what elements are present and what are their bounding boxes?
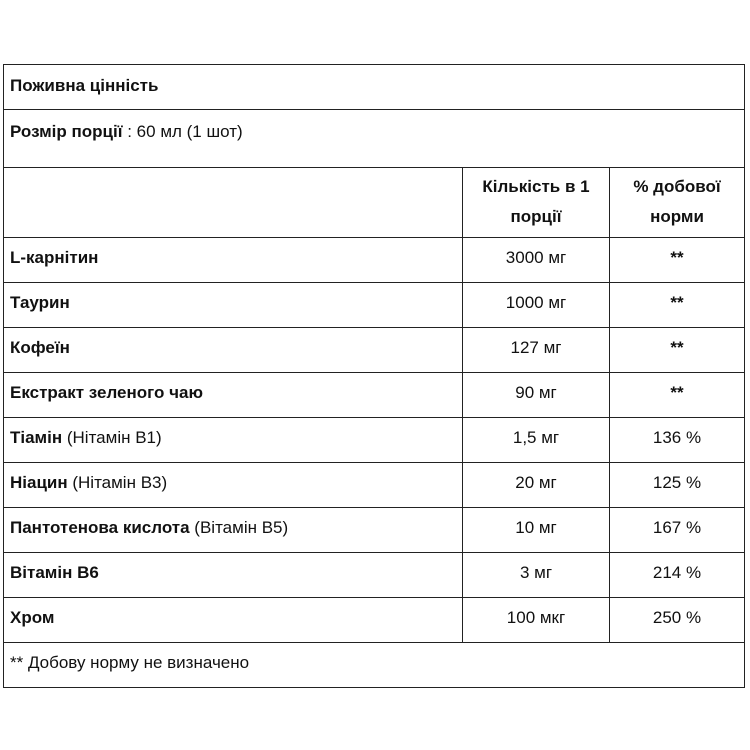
column-header-row	[4, 168, 744, 238]
amount-cell	[462, 598, 609, 642]
footnote-row	[4, 643, 744, 687]
nutrient-dv: 125 %	[652, 473, 702, 492]
header-dv	[610, 172, 744, 232]
nutrient-name: Хром	[10, 608, 55, 627]
nutrient-name: Екстракт зеленого чаю	[10, 383, 203, 402]
dv-cell	[609, 283, 744, 327]
nutrient-dv: **	[670, 383, 684, 402]
nutrient-name: Пантотенова кислота	[10, 518, 190, 537]
nutrient-note: (Нітамін В1)	[62, 428, 162, 447]
nutrient-amount: 10 мг	[515, 518, 557, 537]
dv-cell	[609, 508, 744, 552]
amount-cell	[462, 463, 609, 507]
table-row	[4, 373, 744, 418]
nutrient-dv: **	[670, 338, 684, 357]
amount-cell	[462, 283, 609, 327]
amount-cell	[462, 508, 609, 552]
amount-cell	[462, 553, 609, 597]
serving-size-value: : 60 мл (1 шот)	[122, 122, 243, 141]
amount-cell	[462, 373, 609, 417]
table-row	[4, 553, 744, 598]
amount-cell	[462, 418, 609, 462]
nutrient-dv: 136 %	[652, 428, 702, 447]
footnote: ** Добову норму не визначено	[10, 653, 250, 672]
nutrient-dv: 167 %	[652, 518, 702, 537]
header-dv-cell	[609, 168, 744, 237]
nutrient-name-cell	[4, 463, 462, 507]
nutrient-amount: 90 мг	[515, 383, 557, 402]
nutrient-amount: 20 мг	[515, 473, 557, 492]
nutrient-name: Кофеїн	[10, 338, 70, 357]
amount-cell	[462, 328, 609, 372]
dv-cell	[609, 463, 744, 507]
nutrient-name-cell	[4, 553, 462, 597]
nutrient-amount: 127 мг	[510, 338, 562, 357]
nutrient-note: (Вітамін В5)	[189, 518, 289, 537]
table-row	[4, 283, 744, 328]
nutrient-name-cell	[4, 418, 462, 462]
table-title: Поживна цінність	[10, 76, 159, 95]
nutrient-amount: 1000 мг	[505, 293, 567, 312]
table-row	[4, 463, 744, 508]
serving-size-row	[4, 110, 744, 168]
header-amount-line1: Кількість в 1	[482, 177, 590, 196]
nutrient-note: (Нітамін В3)	[67, 473, 168, 492]
nutrient-dv: **	[670, 248, 684, 267]
nutrient-name-cell	[4, 328, 462, 372]
table-row	[4, 238, 744, 283]
nutrient-name-cell	[4, 373, 462, 417]
table-row	[4, 598, 744, 643]
dv-cell	[609, 418, 744, 462]
nutrient-name: Вітамін В6	[10, 563, 99, 582]
nutrient-amount: 1,5 мг	[512, 428, 560, 447]
nutrient-amount: 3 мг	[519, 563, 553, 582]
dv-cell	[609, 598, 744, 642]
header-dv-line1: % добової	[633, 177, 721, 196]
header-name-cell	[4, 168, 462, 237]
header-dv-line2: норми	[650, 207, 704, 226]
nutrient-dv: 250 %	[652, 608, 702, 627]
nutrient-name: Ніацин	[10, 473, 68, 492]
dv-cell	[609, 238, 744, 282]
dv-cell	[609, 373, 744, 417]
header-amount	[463, 172, 609, 232]
nutrient-amount: 3000 мг	[505, 248, 567, 267]
nutrient-name: Таурин	[10, 293, 70, 312]
nutrient-dv: 214 %	[652, 563, 702, 582]
serving-size	[10, 121, 744, 143]
nutrient-name-cell	[4, 238, 462, 282]
nutrient-amount: 100 мкг	[506, 608, 566, 627]
serving-size-label: Розмір порції	[10, 122, 123, 141]
header-amount-cell	[462, 168, 609, 237]
table-row	[4, 418, 744, 463]
dv-cell	[609, 553, 744, 597]
nutrient-dv: **	[670, 293, 684, 312]
nutrition-facts-table	[3, 64, 745, 688]
header-amount-line2: порції	[510, 207, 562, 226]
title-row	[4, 65, 744, 110]
nutrient-name-cell	[4, 283, 462, 327]
dv-cell	[609, 328, 744, 372]
nutrient-name-cell	[4, 598, 462, 642]
nutrient-name-cell	[4, 508, 462, 552]
amount-cell	[462, 238, 609, 282]
nutrient-name: L-карнітин	[10, 248, 99, 267]
nutrient-name: Тіамін	[10, 428, 63, 447]
table-row	[4, 508, 744, 553]
table-row	[4, 328, 744, 373]
